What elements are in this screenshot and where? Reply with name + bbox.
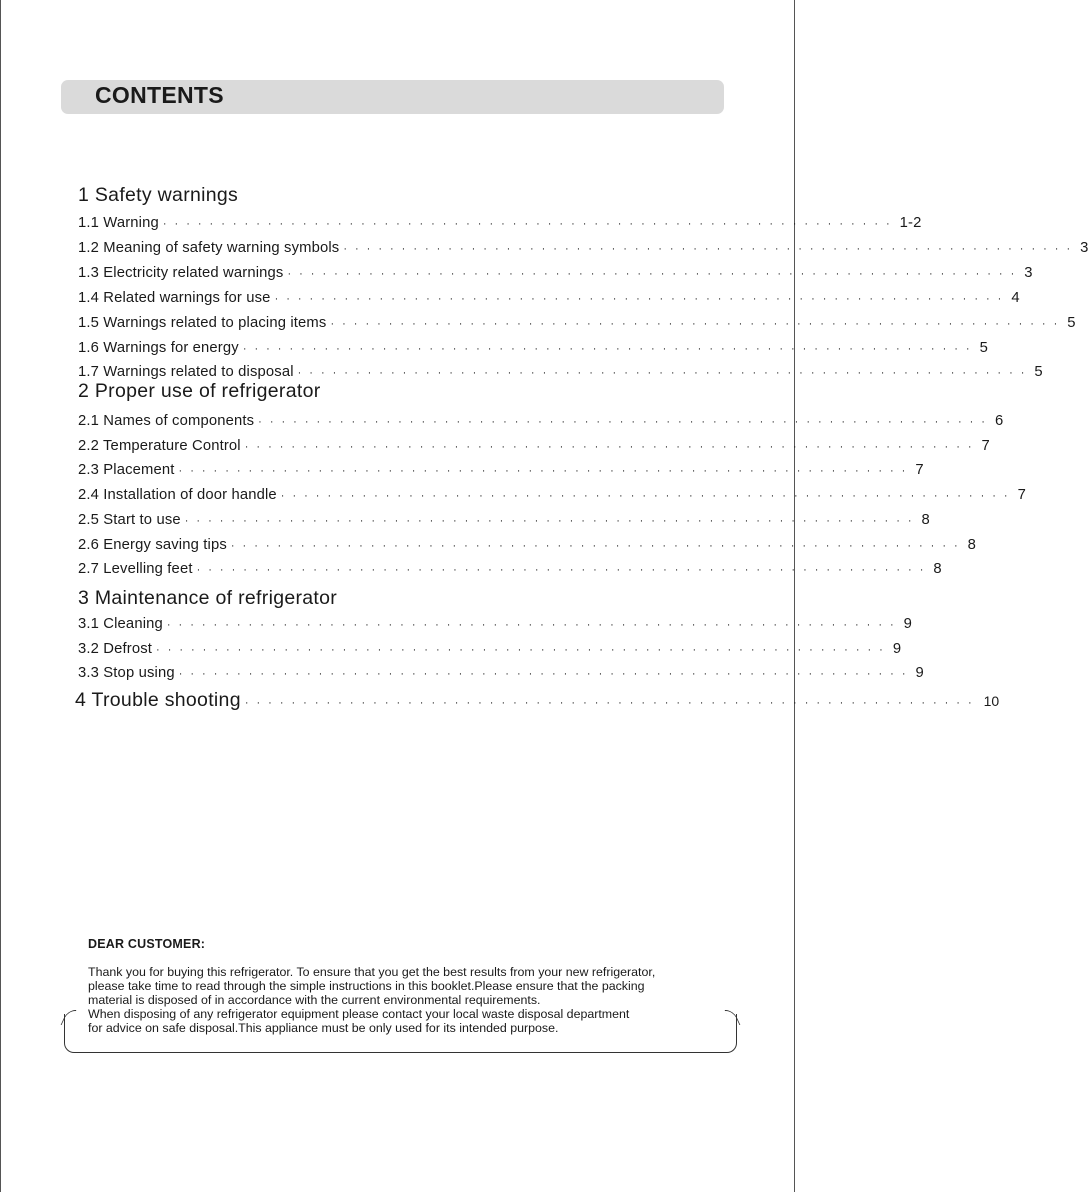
toc-entry-page: 7 [915, 462, 924, 478]
dot-leader: ······························································· [297, 367, 1033, 379]
dot-leader: ······························································· [178, 465, 914, 477]
toc-entry-page: 8 [967, 537, 977, 553]
toc-entry[interactable] [78, 641, 902, 663]
toc-entry-page: 4 [1011, 290, 1020, 306]
toc-entry-label: 2.6 Energy saving tips [78, 537, 227, 553]
customer-note-title: DEAR CUSTOMER: [88, 937, 206, 951]
toc-entry[interactable] [78, 240, 1089, 262]
toc-entry[interactable] [78, 413, 1004, 435]
note-bracket-frame [64, 1014, 737, 1053]
dot-leader: ······························································· [196, 564, 932, 576]
toc-entry[interactable] [78, 315, 1076, 337]
toc-entry-page: 7 [981, 438, 990, 454]
toc-entry-label: 2.3 Placement [78, 462, 175, 478]
toc-entry-page: 1-2 [899, 215, 922, 231]
toc-entry[interactable] [78, 665, 924, 687]
dot-leader: ······························································· [280, 490, 1016, 502]
toc-entry-page: 3 [1024, 265, 1033, 281]
toc-entry-page: 8 [933, 561, 942, 577]
toc-entry-label: 2.4 Installation of door handle [78, 487, 277, 503]
toc-entry-label: 3.2 Defrost [78, 641, 153, 657]
toc-entry-label: 1.7 Warnings related to disposal [78, 364, 294, 380]
section-heading-trouble-shooting: 4 Trouble shooting [75, 689, 241, 711]
toc-entry[interactable] [78, 487, 1026, 509]
dot-leader: ······························································· [274, 293, 1010, 305]
toc-entry-label: 1.3 Electricity related warnings [78, 265, 284, 281]
toc-entry-label: 1.4 Related warnings for use [78, 290, 271, 306]
toc-entry-trouble-shooting[interactable] [75, 689, 1000, 717]
toc-entry-label: 2.7 Levelling feet [78, 561, 193, 577]
toc-entry-label: 2.2 Temperature Control [78, 438, 241, 454]
toc-entry-page: 5 [1034, 364, 1043, 380]
toc-entry-page: 7 [1017, 487, 1026, 503]
toc-entry-page: 6 [994, 413, 1004, 429]
page-edge-right [794, 0, 795, 1192]
dot-leader: ······························································· [343, 243, 1079, 255]
dot-leader: ······························································· [156, 644, 891, 656]
section-heading-safety-warnings: 1 Safety warnings [78, 184, 239, 206]
toc-entry[interactable] [78, 265, 1033, 287]
toc-entry[interactable] [78, 215, 922, 237]
toc-entry-page: 8 [921, 512, 930, 528]
toc-entry-label: 3.1 Cleaning [78, 616, 163, 632]
customer-note-line: for advice on safe disposal.This appliance must be only used for its intended purpose. [88, 1021, 559, 1035]
toc-entry-label: 3.3 Stop using [78, 665, 175, 681]
toc-entry-label: 1.2 Meaning of safety warning symbols [78, 240, 340, 256]
dot-leader: ······························································· [244, 441, 980, 453]
customer-note-line: Thank you for buying this refrigerator. To ensure that you get the best results from your new refrigerator, [88, 965, 656, 979]
toc-entry[interactable] [78, 561, 942, 583]
section-heading-proper-use: 2 Proper use of refrigerator [78, 380, 321, 402]
toc-entry-page: 3 [1080, 240, 1089, 256]
dot-leader: ······························································· [258, 416, 993, 428]
contents-header-bar [61, 80, 724, 114]
dot-leader: ······························································· [287, 268, 1023, 280]
customer-note-line: please take time to read through the simple instructions in this booklet.Please ensure that the packing [88, 979, 645, 993]
toc-entry[interactable] [78, 537, 977, 559]
toc-entry-page: 9 [903, 616, 913, 632]
toc-entry[interactable] [78, 512, 930, 534]
toc-entry-label: 1.6 Warnings for energy [78, 340, 239, 356]
toc-entry[interactable] [78, 462, 924, 484]
dot-leader: ······························································· [244, 697, 980, 709]
toc-entry[interactable] [78, 340, 988, 362]
toc-entry[interactable] [78, 616, 913, 638]
section-heading-maintenance: 3 Maintenance of refrigerator [78, 587, 338, 609]
toc-entry-page: 9 [915, 665, 924, 681]
toc-entry[interactable] [78, 438, 990, 460]
dot-leader: ······························································· [330, 318, 1066, 330]
contents-title: CONTENTS [95, 82, 224, 108]
page-edge-left [0, 0, 1, 1192]
dot-leader: ······························································· [184, 515, 920, 527]
dot-leader: ······························································· [162, 218, 898, 230]
customer-note-line: When disposing of any refrigerator equipment please contact your local waste disposal department [88, 1007, 630, 1021]
toc-entry-label: 2.5 Start to use [78, 512, 181, 528]
toc-entry-page: 10 [983, 693, 1000, 709]
toc-entry-page: 5 [979, 340, 988, 356]
toc-entry-label: 1.1 Warning [78, 215, 159, 231]
toc-entry-page: 9 [892, 641, 902, 657]
toc-entry[interactable] [78, 290, 1020, 312]
toc-entry-page: 5 [1067, 315, 1076, 331]
dot-leader: ······························································· [166, 619, 902, 631]
dot-leader: ······························································· [230, 540, 966, 552]
dot-leader: ······························································· [178, 668, 914, 680]
customer-note-line: material is disposed of in accordance with the current environmental requirements. [88, 993, 541, 1007]
toc-entry-label: 2.1 Names of components [78, 413, 255, 429]
toc-entry-label: 1.5 Warnings related to placing items [78, 315, 327, 331]
dot-leader: ······························································· [242, 343, 978, 355]
